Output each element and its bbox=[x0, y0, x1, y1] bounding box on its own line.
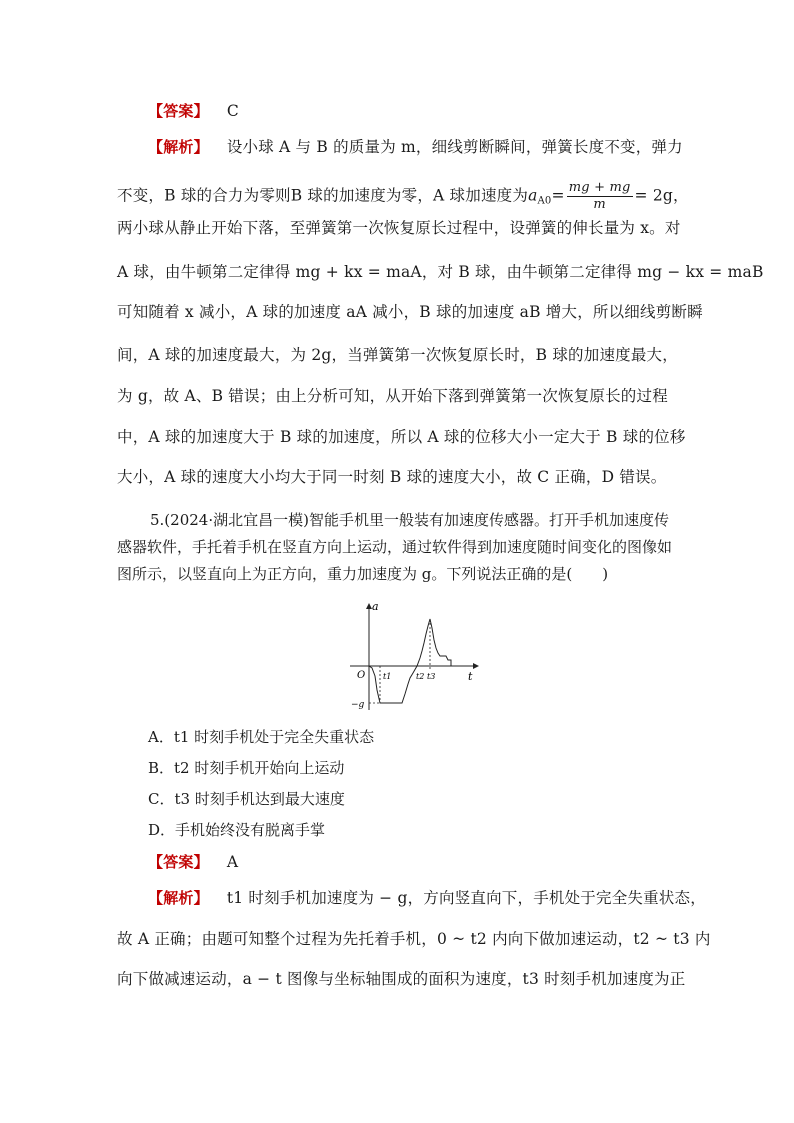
option-c: C．t3 时刻手机达到最大速度 bbox=[148, 790, 345, 808]
analysis-line-8: 中，A 球的加速度大于 B 球的加速度，所以 A 球的位移大小一定大于 B 球的位移 bbox=[117, 428, 686, 446]
origin-label: O bbox=[357, 670, 366, 681]
answer-value: A bbox=[226, 853, 239, 871]
analysis-line-3: 两小球从静止开始下落，至弹簧第一次恢复原长过程中，设弹簧的伸长量为 x。对 bbox=[117, 219, 681, 237]
analysis2-line-2: 故 A 正确；由题可知整个过程为先托着手机，0 ~ t2 内向下做加速运动，t2 ~ t3 内 bbox=[117, 930, 711, 948]
analysis-line-1 bbox=[148, 137, 708, 157]
answer-value: C bbox=[226, 102, 239, 120]
analysis-line-5: 可知随着 x 减小，A 球的加速度 aA 减小，B 球的加速度 aB 增大，所以细线剪断瞬 bbox=[117, 303, 703, 321]
answer-tag: 【答案】 bbox=[148, 853, 209, 871]
analysis2-line-3: 向下做减速运动，a − t 图像与坐标轴围成的面积为速度，t3 时刻手机加速度为正 bbox=[117, 970, 686, 988]
option-a: A．t1 时刻手机处于完全失重状态 bbox=[148, 728, 375, 746]
option-d: D．手机始终没有脱离手掌 bbox=[148, 821, 326, 839]
acceleration-time-graph bbox=[340, 598, 490, 713]
analysis-tag: 【解析】 bbox=[148, 889, 209, 907]
neg-g-label: −g bbox=[351, 700, 365, 710]
analysis-line-7: 为 g，故 A、B 错误；由上分析可知，从开始下落到弹簧第一次恢复原长的过程 bbox=[117, 387, 668, 405]
analysis-line-4: A 球，由牛顿第二定律得 mg + kx = maA，对 B 球，由牛顿第二定律得 mg − kx = maB bbox=[117, 263, 764, 281]
answer-tag: 【答案】 bbox=[148, 102, 209, 120]
formula-symbol: a bbox=[528, 186, 538, 205]
analysis-line-6: 间，A 球的加速度最大，为 2g，当弹簧第一次恢复原长时，B 球的加速度最大， bbox=[117, 346, 678, 364]
fraction-denominator: m bbox=[593, 197, 606, 212]
t1-label: t1 bbox=[383, 672, 392, 681]
analysis-text: 不变，B 球的合力为零则B 球的加速度为零，A 球加速度为 bbox=[117, 186, 529, 205]
y-axis-label: a bbox=[372, 600, 379, 613]
analysis-text: t1 时刻手机加速度为 − g，方向竖直向下，手机处于完全失重状态， bbox=[226, 889, 706, 907]
acceleration-curve bbox=[369, 619, 451, 703]
analysis-text: = 2g， bbox=[634, 186, 689, 205]
t3-label: t3 bbox=[427, 672, 436, 681]
answer-line-2 bbox=[148, 852, 708, 872]
fraction bbox=[567, 180, 633, 213]
analysis-text: 设小球 A 与 B 的质量为 m，细线剪断瞬间，弹簧长度不变，弹力 bbox=[226, 138, 683, 156]
analysis-line-2: 不变，B 球的合力为零则B 球的加速度为零，A 球加速度为$a_{A0}=$ $\frac{mg + mg}{m}$ = 2g， bbox=[117, 180, 689, 212]
question-5: 5.(2024·湖北宜昌一模)智能手机里一般装有加速度传感器。打开手机加速度传感器软件，手托着手机在竖直方向上运动，通过软件得到加速度随时间变化的图像如图所示，以竖直向上为正方向，重力加速度为 g。下列说法正确的是( ) bbox=[117, 511, 673, 583]
x-axis-label: t bbox=[468, 670, 473, 683]
option-b: B．t2 时刻手机开始向上运动 bbox=[148, 759, 345, 777]
fraction-numerator: mg + mg bbox=[568, 180, 631, 195]
t2-label: t2 bbox=[416, 672, 425, 681]
analysis2-line-1 bbox=[148, 888, 708, 908]
answer-line-1 bbox=[148, 101, 708, 121]
analysis-tag: 【解析】 bbox=[148, 138, 209, 156]
analysis-line-9: 大小，A 球的速度大小均大于同一时刻 B 球的速度大小，故 C 正确，D 错误。 bbox=[117, 468, 667, 486]
formula-subscript: A0 bbox=[537, 195, 552, 207]
